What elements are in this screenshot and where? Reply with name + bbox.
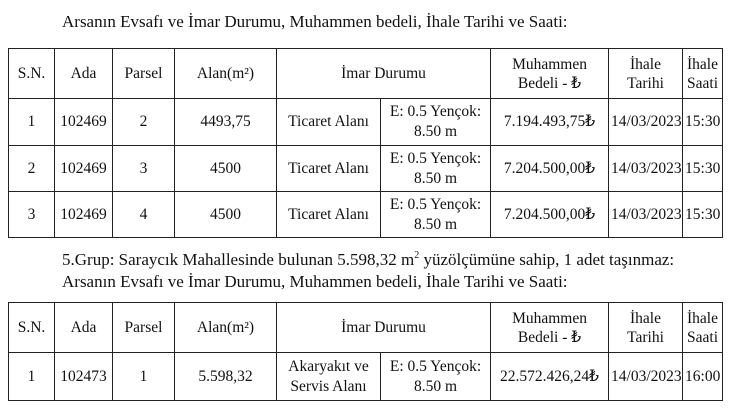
table-row xyxy=(9,192,723,238)
cell-imar-type: Ticaret Alanı xyxy=(277,99,381,146)
cell-tarih: 14/03/2023 xyxy=(609,192,683,238)
cell-parsel: 1 xyxy=(113,353,175,401)
cell-parsel: 4 xyxy=(113,192,175,238)
section-heading: Arsanın Evsafı ve İmar Durumu, Muhammen bedeli, İhale Tarihi ve Saati: xyxy=(62,272,568,291)
parcel-table-2 xyxy=(8,302,723,401)
header-alan: Alan(m²) xyxy=(175,49,277,99)
cell-saat: 15:30 xyxy=(683,192,723,238)
header-saat: İhale Saati xyxy=(683,49,723,99)
cell-sn: 3 xyxy=(9,192,55,238)
header-parsel: Parsel xyxy=(113,49,175,99)
cell-ada: 102469 xyxy=(55,146,113,192)
cell-sn: 1 xyxy=(9,353,55,401)
cell-ada: 102469 xyxy=(55,99,113,146)
cell-sn: 1 xyxy=(9,99,55,146)
cell-imar-type: Ticaret Alanı xyxy=(277,192,381,238)
cell-tarih: 14/03/2023 xyxy=(609,146,683,192)
table-header-row xyxy=(9,49,723,99)
header-tarih: İhale Tarihi xyxy=(609,49,683,99)
cell-imar-type: Akaryakıt ve Servis Alanı xyxy=(277,353,381,401)
header-imar: İmar Durumu xyxy=(277,303,491,353)
cell-saat: 16:00 xyxy=(683,353,723,401)
table-row xyxy=(9,146,723,192)
header-imar: İmar Durumu xyxy=(277,49,491,99)
table-header-row xyxy=(9,303,723,353)
cell-emsal: E: 0.5 Yençok: 8.50 m xyxy=(381,146,491,192)
cell-bedel: 7.204.500,00₺ xyxy=(491,192,609,238)
cell-ada: 102469 xyxy=(55,192,113,238)
cell-emsal: E: 0.5 Yençok: 8.50 m xyxy=(381,99,491,146)
section-heading: Arsanın Evsafı ve İmar Durumu, Muhammen bedeli, İhale Tarihi ve Saati: xyxy=(62,12,568,31)
table-row xyxy=(9,353,723,401)
cell-parsel: 3 xyxy=(113,146,175,192)
header-sn: S.N. xyxy=(9,49,55,99)
header-alan: Alan(m²) xyxy=(175,303,277,353)
cell-alan: 5.598,32 xyxy=(175,353,277,401)
cell-parsel: 2 xyxy=(113,99,175,146)
header-sn: S.N. xyxy=(9,303,55,353)
header-muhammen: Muhammen Bedeli - ₺ xyxy=(491,49,609,99)
cell-imar-type: Ticaret Alanı xyxy=(277,146,381,192)
cell-bedel: 7.204.500,00₺ xyxy=(491,146,609,192)
cell-ada: 102473 xyxy=(55,353,113,401)
cell-alan: 4500 xyxy=(175,146,277,192)
header-parsel: Parsel xyxy=(113,303,175,353)
cell-alan: 4493,75 xyxy=(175,99,277,146)
header-muhammen: Muhammen Bedeli - ₺ xyxy=(491,303,609,353)
cell-tarih: 14/03/2023 xyxy=(609,353,683,401)
cell-alan: 4500 xyxy=(175,192,277,238)
cell-saat: 15:30 xyxy=(683,99,723,146)
cell-bedel: 7.194.493,75₺ xyxy=(491,99,609,146)
cell-sn: 2 xyxy=(9,146,55,192)
header-ada: Ada xyxy=(55,303,113,353)
header-tarih: İhale Tarihi xyxy=(609,303,683,353)
cell-tarih: 14/03/2023 xyxy=(609,99,683,146)
cell-emsal: E: 0.5 Yençok: 8.50 m xyxy=(381,192,491,238)
parcel-table-1 xyxy=(8,48,723,238)
header-saat: İhale Saati xyxy=(683,303,723,353)
cell-emsal: E: 0.5 Yençok: 8.50 m xyxy=(381,353,491,401)
cell-bedel: 22.572.426,24₺ xyxy=(491,353,609,401)
header-ada: Ada xyxy=(55,49,113,99)
group-5-description: 5.Grup: Saraycık Mahallesinde bulunan 5.598,32 $m^2$ yüzölçümüne sahip, 1 adet taşınmaz: xyxy=(62,250,675,269)
table-row xyxy=(9,99,723,146)
cell-saat: 15:30 xyxy=(683,146,723,192)
